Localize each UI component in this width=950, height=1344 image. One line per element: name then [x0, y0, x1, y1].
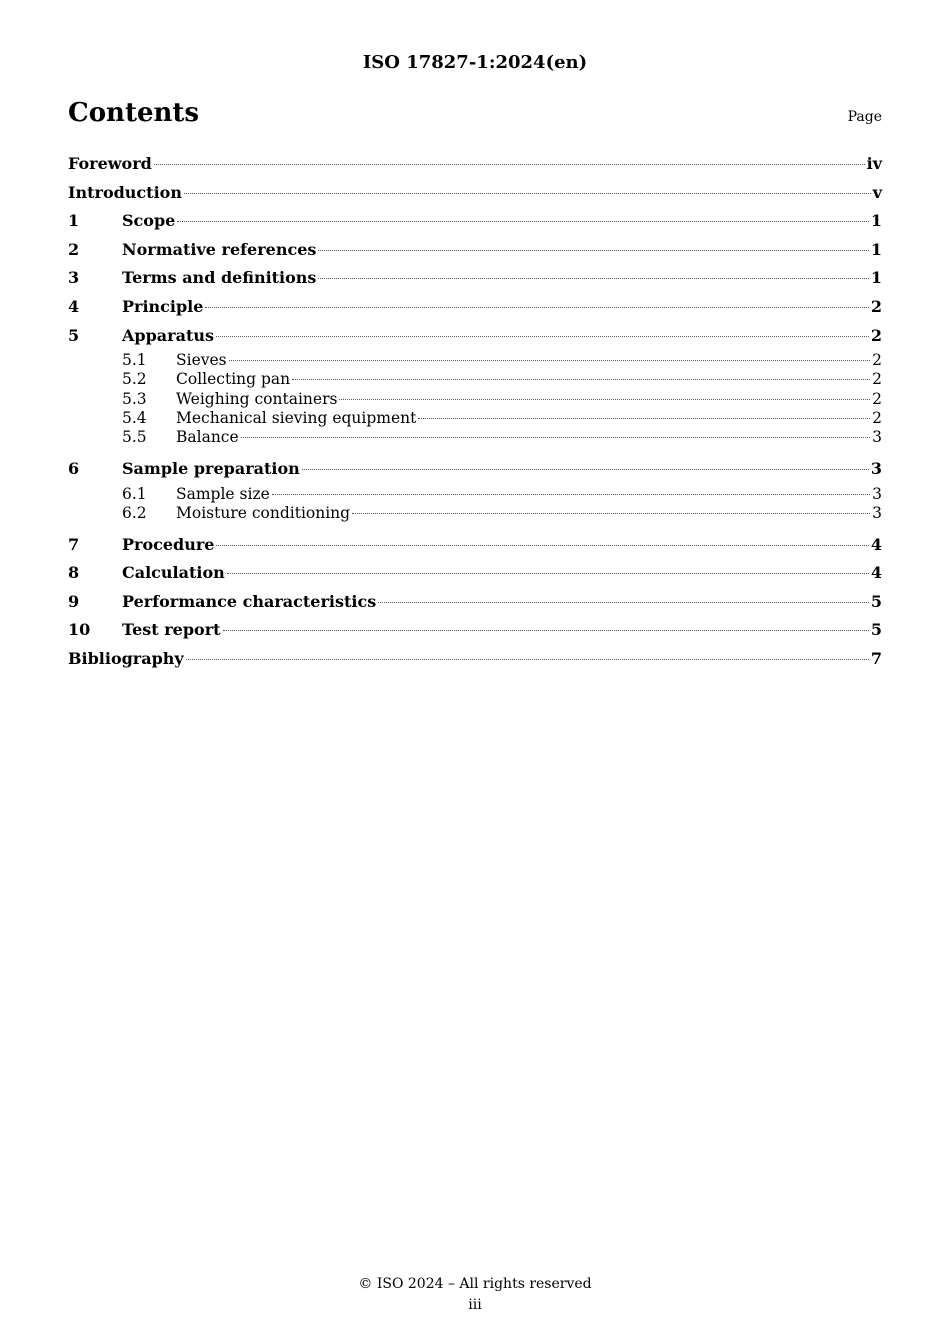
dot-leader: [229, 360, 870, 361]
toc-entry[interactable]: [68, 409, 882, 428]
toc-entry-title[interactable]: Sample size: [176, 484, 270, 503]
toc-entry-page[interactable]: 1: [870, 268, 882, 288]
toc-entry[interactable]: [68, 390, 882, 409]
dot-leader: [318, 250, 868, 251]
dot-leader: [292, 379, 870, 380]
toc-entry[interactable]: [68, 560, 882, 589]
toc-entry-page[interactable]: 4: [870, 534, 882, 554]
toc-entry-title[interactable]: Performance characteristics: [122, 591, 377, 611]
toc-entry[interactable]: [68, 323, 882, 352]
dot-leader: [418, 418, 870, 419]
toc-entry-number: 9: [68, 591, 80, 611]
document-id-header: ISO 17827-1:2024(en): [362, 52, 588, 73]
toc-entry-page[interactable]: 2: [872, 370, 882, 389]
toc-entry-page[interactable]: 2: [870, 296, 882, 316]
page-column-label: Page: [847, 109, 882, 125]
toc-entry[interactable]: [68, 208, 882, 237]
toc-entry-page[interactable]: 2: [872, 408, 882, 427]
toc-entry-title[interactable]: Calculation: [122, 563, 225, 583]
toc-entry[interactable]: [68, 428, 882, 456]
toc-entry-number: 5: [68, 325, 80, 345]
toc-entry-page[interactable]: iv: [866, 154, 882, 173]
toc-entry-number: 1: [68, 211, 80, 231]
toc-entry-page[interactable]: 3: [872, 484, 882, 503]
toc-entry-number: 3: [68, 268, 80, 288]
dot-leader: [302, 469, 869, 470]
toc-entry-title[interactable]: Apparatus: [122, 325, 214, 345]
toc-entry-title[interactable]: Normative references: [122, 239, 317, 259]
toc-entry-number: 10: [68, 620, 91, 640]
dot-leader: [227, 573, 869, 574]
toc-entry[interactable]: [68, 294, 882, 323]
dot-leader: [339, 399, 870, 400]
toc-entry-page[interactable]: 5: [870, 591, 882, 611]
toc-entry-title[interactable]: Mechanical sieving equipment: [176, 408, 417, 427]
toc-entry-page[interactable]: 1: [870, 211, 882, 231]
toc-entry-title[interactable]: Collecting pan: [176, 370, 291, 389]
toc-entry-title[interactable]: Moisture conditioning: [176, 503, 351, 522]
toc-entry-page[interactable]: v: [872, 182, 882, 202]
toc-entry[interactable]: [68, 646, 882, 675]
toc-entry-page[interactable]: 1: [870, 239, 882, 259]
toc-entry-number: 4: [68, 296, 80, 316]
toc-entry-page[interactable]: 2: [872, 389, 882, 408]
toc-entry-number: 5.4: [122, 408, 147, 427]
toc-entry-page[interactable]: 5: [870, 620, 882, 640]
toc-entry-page[interactable]: 7: [870, 649, 882, 669]
toc-entry-page[interactable]: 3: [872, 427, 882, 446]
toc-entry[interactable]: [68, 485, 882, 504]
dot-leader: [184, 193, 871, 194]
toc-entry-number: 5.3: [122, 389, 147, 408]
toc-entry-title[interactable]: Balance: [176, 427, 239, 446]
toc-entry-title[interactable]: Bibliography: [68, 649, 184, 669]
page-number: iii: [468, 1297, 482, 1313]
toc-entry[interactable]: [68, 151, 882, 180]
toc-entry-page[interactable]: 3: [870, 458, 882, 478]
toc-entry-number: 6.1: [122, 484, 147, 503]
toc-entry[interactable]: [68, 532, 882, 561]
dot-leader: [241, 437, 870, 438]
toc-entry[interactable]: [68, 504, 882, 532]
toc-entry-title[interactable]: Sieves: [176, 351, 227, 370]
toc-entry-page[interactable]: 2: [870, 325, 882, 345]
toc-entry-number: 7: [68, 534, 80, 554]
dot-leader: [318, 278, 868, 279]
toc-entry-title[interactable]: Introduction: [68, 182, 182, 202]
toc-entry-number: 6.2: [122, 503, 147, 522]
dot-leader: [378, 602, 869, 603]
toc-entry-title[interactable]: Principle: [122, 296, 204, 316]
dot-leader: [216, 545, 868, 546]
toc-entry-title[interactable]: Terms and definitions: [122, 268, 317, 288]
contents-title: Contents: [68, 98, 200, 128]
toc-entry-page[interactable]: 4: [870, 563, 882, 583]
dot-leader: [205, 307, 868, 308]
toc-entry[interactable]: [68, 456, 882, 485]
toc-entry[interactable]: [68, 265, 882, 294]
toc-entry[interactable]: [68, 180, 882, 209]
dot-leader: [352, 513, 870, 514]
toc-entry-title[interactable]: Sample preparation: [122, 458, 300, 478]
toc-entry[interactable]: [68, 237, 882, 266]
toc-entry-number: 5.2: [122, 370, 147, 389]
toc-entry[interactable]: [68, 351, 882, 370]
toc-entry-number: 8: [68, 563, 80, 583]
toc-entry[interactable]: [68, 617, 882, 646]
dot-leader: [272, 494, 870, 495]
dot-leader: [223, 630, 869, 631]
toc-entry-number: 6: [68, 458, 80, 478]
toc-entry-page[interactable]: 3: [872, 503, 882, 522]
table-of-contents: [68, 151, 882, 675]
toc-entry-title[interactable]: Scope: [122, 211, 176, 231]
toc-entry-number: 5.1: [122, 351, 147, 370]
toc-entry-title[interactable]: Weighing containers: [176, 389, 338, 408]
dot-leader: [177, 221, 869, 222]
dot-leader: [216, 336, 869, 337]
copyright-notice: © ISO 2024 – All rights reserved: [358, 1276, 592, 1292]
toc-entry-title[interactable]: Test report: [122, 620, 221, 640]
dot-leader: [186, 659, 869, 660]
toc-entry-number: 2: [68, 239, 80, 259]
toc-entry-number: 5.5: [122, 427, 147, 446]
toc-entry-title[interactable]: Procedure: [122, 534, 215, 554]
toc-entry[interactable]: [68, 370, 882, 389]
toc-entry[interactable]: [68, 589, 882, 618]
toc-entry-page[interactable]: 2: [872, 351, 882, 370]
toc-entry-title[interactable]: Foreword: [68, 154, 152, 173]
dot-leader: [154, 164, 865, 165]
